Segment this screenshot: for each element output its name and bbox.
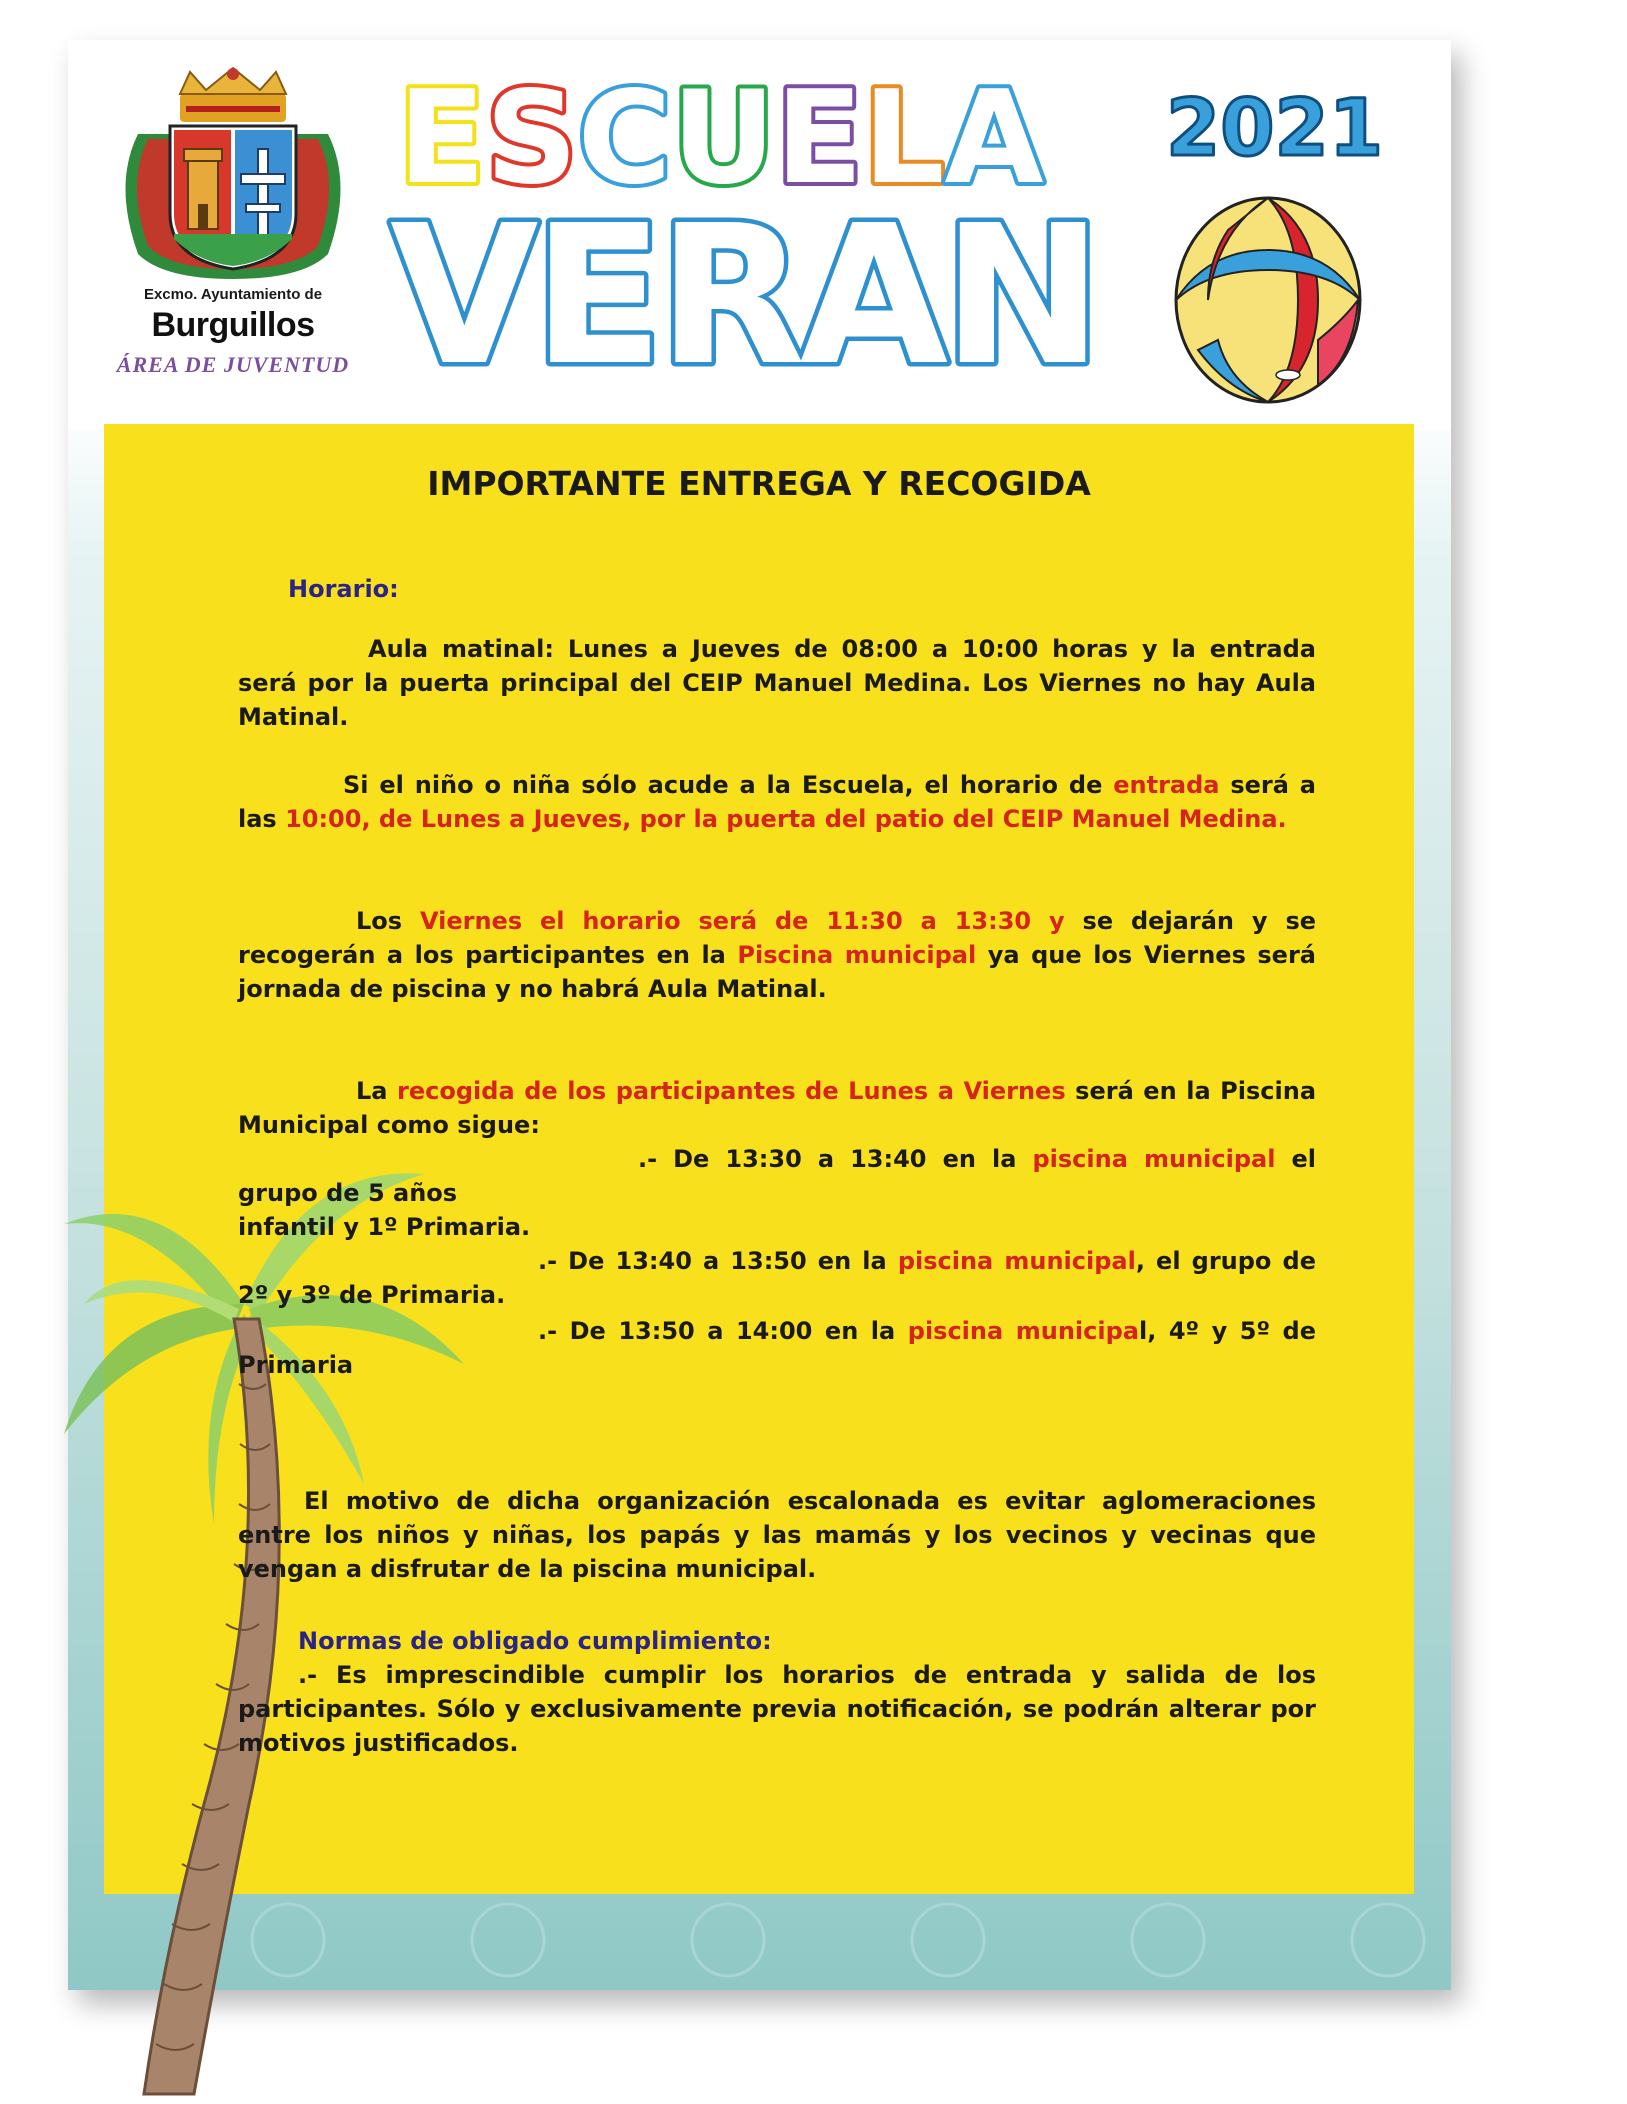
normas-label: Normas de obligado cumplimiento:: [298, 1627, 772, 1655]
title-escuela-letter: E: [398, 64, 486, 213]
title-escuela-letter: E: [775, 64, 863, 213]
logo-caption-area: ÁREA DE JUVENTUD: [116, 352, 350, 377]
group-3-course: Primaria: [238, 1351, 354, 1379]
paragraph-aula-matinal: Aula matinal: Lunes a Jueves de 08:00 a 10:00 horas y la entrada será por la puerta principal del CEIP Manuel Medina. Los Viernes no hay Aula Matinal.: [238, 635, 1316, 731]
title-verano: [390, 185, 1097, 408]
group-1-course: infantil y 1º Primaria.: [238, 1213, 531, 1241]
paragraph-viernes: Los Viernes el horario será de 11:30 a 13:30 y se dejarán y se recogerán a los participantes en la Piscina municipal ya que los Viernes será jornada de piscina y no habrá Aula Matinal.: [238, 907, 1317, 1003]
horario-label: Horario:: [288, 575, 399, 603]
content-panel: [104, 424, 1414, 1894]
group-1-line: .- De 13:30 a 13:40 en la piscina municipal el: [638, 1145, 1317, 1173]
group-2-line: .- De 13:40 a 13:50 en la piscina municipal, el grupo de: [538, 1247, 1316, 1275]
paragraph-normas: .- Es imprescindible cumplir los horarios de entrada y salida de los participantes. Sólo y exclusivamente previa notificación, se podrán alterar por motivos justificados.: [238, 1661, 1316, 1757]
paragraph-motivo: El motivo de dicha organización escalonada es evitar aglomeraciones entre los niños y niñas, los papás y las mamás y los vecinos y vecinas que vengan a disfrutar de la piscina municipal.: [238, 1487, 1316, 1583]
paragraph-recogida: La recogida de los participantes de Lunes a Viernes será en la Piscina Municipal como sigue:: [238, 1077, 1317, 1139]
title-escuela-letter: L: [862, 64, 945, 213]
title-escuela-letter: A: [944, 64, 1044, 213]
beach-ball-icon: [1168, 190, 1368, 410]
paragraph-entrada: Si el niño o niña sólo acude a la Escuela, el horario de entrada será a las 10:00, de Lunes a Jueves, por la puerta del patio del CEIP Manuel Medina.: [238, 771, 1317, 833]
palm-tree-icon: [44, 1104, 504, 2104]
title-escuela-letter: C: [577, 64, 672, 213]
group-2-course: 2º y 3º de Primaria.: [238, 1281, 506, 1309]
poster-header: [68, 40, 1451, 430]
logo-caption-small: Excmo. Ayuntamiento de: [143, 286, 323, 303]
title-year: 2021: [1166, 84, 1384, 174]
group-1-age: grupo de 5 años: [238, 1179, 458, 1207]
title-escuela-letter: S: [485, 64, 578, 213]
logo-caption-town: Burguillos: [151, 306, 315, 344]
title-escuela-letter: U: [671, 64, 776, 213]
title-verano-letters: VERAN: [390, 185, 1097, 408]
group-3-line: .- De 13:50 a 14:00 en la piscina municipal, 4º y 5º de: [538, 1317, 1317, 1345]
document-heading: IMPORTANTE ENTREGA Y RECOGIDA: [427, 464, 1091, 503]
